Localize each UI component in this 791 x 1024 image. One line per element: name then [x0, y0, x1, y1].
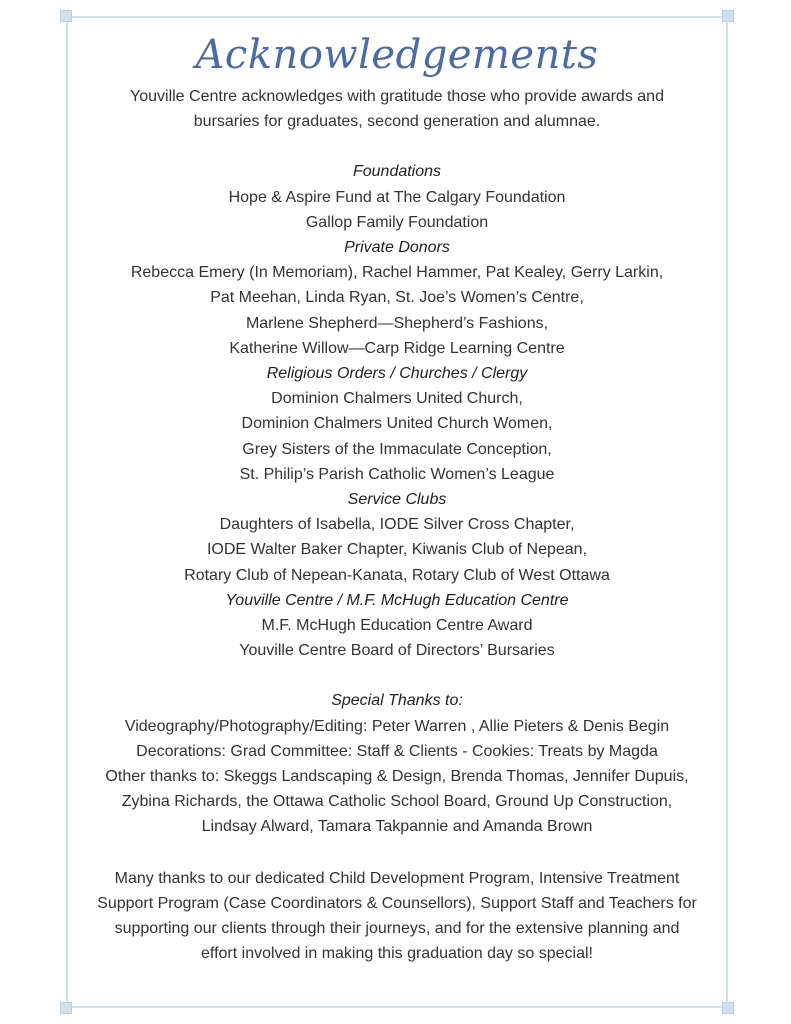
section-line: Gallop Family Foundation — [305, 213, 489, 231]
intro-line: Youville Centre acknowledges with gratitude those who provide awards and — [130, 88, 664, 105]
page-title: Acknowledgements — [195, 32, 599, 78]
section-service-clubs — [66, 487, 728, 588]
closing-line: effort involved in making this graduation day so special! — [201, 945, 593, 963]
section-line: Daughters of Isabella, IODE Silver Cross Chapter, — [219, 516, 575, 534]
section-foundations — [66, 159, 728, 235]
thanks-line: Videography/Photography/Editing: Peter Warren , Allie Pieters & Denis Begin — [124, 717, 670, 735]
spacer — [66, 134, 728, 159]
section-heading: Religious Orders / Churches / Clergy — [266, 365, 528, 383]
section-youville-centre — [66, 588, 728, 664]
section-heading: Private Donors — [344, 239, 450, 257]
section-line: Pat Meehan, Linda Ryan, St. Joe’s Women’s Centre, — [210, 289, 584, 307]
section-line: Dominion Chalmers United Church Women, — [241, 415, 553, 433]
section-line: IODE Walter Baker Chapter, Kiwanis Club of Nepean, — [206, 541, 588, 559]
section-special-thanks — [66, 688, 728, 839]
section-line: Dominion Chalmers United Church, — [271, 390, 523, 408]
closing-line: Support Program (Case Coordinators & Counsellors), Support Staff and Teachers for — [97, 894, 697, 912]
thanks-line: Decorations: Grad Committee: Staff & Clients - Cookies: Treats by Magda — [136, 742, 658, 760]
thanks-line: Zybina Richards, the Ottawa Catholic School Board, Ground Up Construction, — [121, 793, 673, 811]
section-line: Katherine Willow—Carp Ridge Learning Centre — [229, 339, 565, 357]
closing-line: supporting our clients through their journeys, and for the extensive planning and — [114, 920, 680, 938]
section-private-donors — [66, 235, 728, 361]
section-line: Grey Sisters of the Immaculate Conception, — [242, 440, 552, 458]
acknowledgements-content — [66, 16, 728, 967]
section-line: Youville Centre Board of Directors’ Bursaries — [239, 642, 555, 660]
closing-paragraph — [66, 866, 728, 967]
section-line: Hope & Aspire Fund at The Calgary Foundation — [228, 188, 566, 206]
thanks-line: Lindsay Alward, Tamara Takpannie and Amanda Brown — [201, 818, 593, 836]
section-line: Rebecca Emery (In Memoriam), Rachel Hammer, Pat Kealey, Gerry Larkin, — [130, 264, 664, 282]
section-line: St. Philip’s Parish Catholic Women’s League — [239, 465, 555, 483]
border-corner-bottom-left — [60, 1002, 72, 1014]
thanks-line: Other thanks to: Skeggs Landscaping & Design, Brenda Thomas, Jennifer Dupuis, — [105, 768, 689, 786]
border-corner-bottom-right — [722, 1002, 734, 1014]
section-line: Rotary Club of Nepean-Kanata, Rotary Club of West Ottawa — [184, 566, 610, 584]
section-line: M.F. McHugh Education Centre Award — [261, 617, 533, 635]
section-heading: Special Thanks to: — [331, 692, 463, 710]
closing-line: Many thanks to our dedicated Child Development Program, Intensive Treatment — [114, 869, 680, 887]
section-religious-orders — [66, 361, 728, 487]
section-heading: Service Clubs — [347, 491, 447, 509]
spacer — [66, 663, 728, 688]
section-heading: Foundations — [352, 163, 442, 181]
intro-block — [66, 84, 728, 134]
intro-line: bursaries for graduates, second generation and alumnae. — [193, 113, 601, 131]
section-heading: Youville Centre / M.F. McHugh Education Centre — [225, 591, 569, 609]
section-line: Marlene Shepherd—Shepherd’s Fashions, — [245, 314, 549, 332]
